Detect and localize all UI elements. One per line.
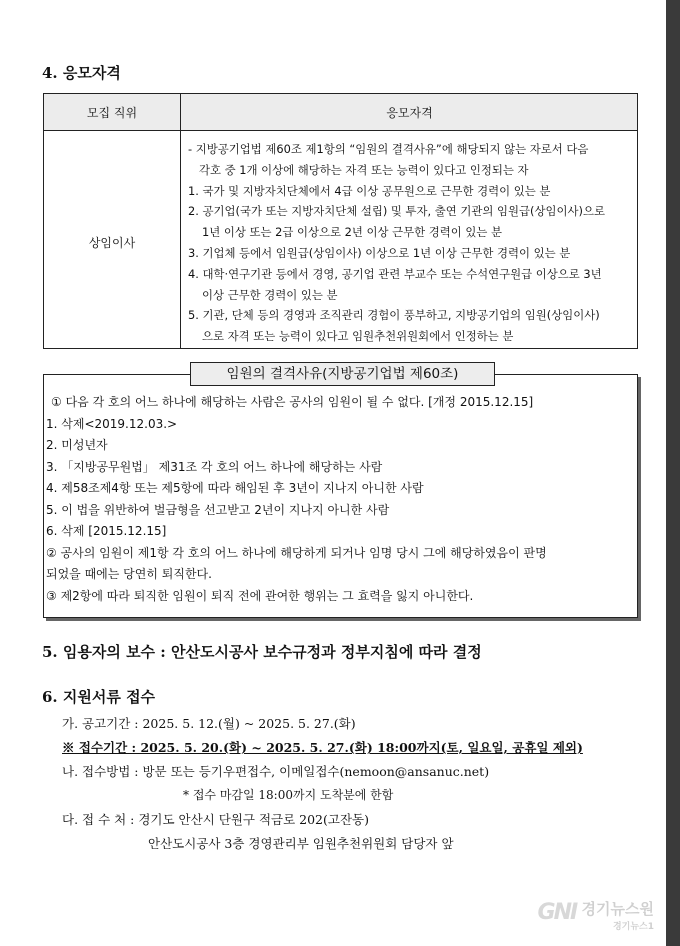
- section4-title: 4. 응모자격: [42, 64, 121, 82]
- notice-period: 가. 공고기간 : 2025. 5. 12.(월) ~ 2025. 5. 27.(화): [62, 716, 356, 731]
- header-qualification: 응모자격: [386, 106, 433, 120]
- disqualification-line: 2. 미성년자: [46, 438, 108, 452]
- qualification-line: - 지방공기업법 제60조 제1항의 “임원의 결격사유”에 해당되지 않는 자로서 다음: [188, 142, 589, 156]
- viewer-frame-edge: [666, 0, 680, 946]
- qualification-line: 1. 국가 및 지방자치단체에서 4급 이상 공무원으로 근무한 경력이 있는 분: [188, 183, 551, 198]
- table-column-divider: [180, 94, 181, 348]
- disqualification-line: 5. 이 법을 위반하여 벌금형을 선고받고 2년이 지나지 아니한 사람: [46, 502, 390, 517]
- disqualification-line: 4. 제58조제4항 또는 제5항에 따라 해임된 후 3년이 지나지 아니한 사람: [46, 481, 424, 495]
- section5-title: 5. 임용자의 보수 : 안산도시공사 보수규정과 정부지침에 따라 결정: [42, 643, 482, 661]
- qualification-line: 5. 기관, 단체 등의 경영과 조직관리 경험이 풍부하고, 지방공기업의 임원(상임이사): [188, 308, 600, 323]
- position-cell: 상임이사: [88, 236, 136, 250]
- qualification-line: 3. 기업체 등에서 임원급(상임이사) 이상으로 1년 이상 근무한 경력이 있는 분: [188, 245, 571, 260]
- gni-logo-mark: GNI: [537, 900, 577, 925]
- disqualification-line: 되었을 때에는 당연히 퇴직한다.: [46, 567, 212, 581]
- watermark-name: 경기뉴스원: [581, 900, 654, 918]
- qualification-table: [43, 93, 638, 349]
- qualification-line: 4. 대학·연구기관 등에서 경영, 공기업 관련 부교수 또는 수석연구원급 이상으로 3년: [188, 266, 602, 281]
- disqualification-title: 임원의 결격사유(지방공기업법 제60조): [190, 362, 495, 386]
- qualification-line: 각호 중 1개 이상에 해당하는 자격 또는 능력이 있다고 인정되는 자: [199, 162, 529, 177]
- section6-title: 6. 지원서류 접수: [42, 688, 156, 706]
- disqualification-box: [43, 374, 638, 618]
- receipt-place: 다. 접 수 처 : 경기도 안산시 단원구 적금로 202(고잔동): [62, 812, 369, 827]
- qualification-line: 으로 자격 또는 능력이 있다고 임원추천위원회에서 인정하는 분: [202, 329, 514, 344]
- disqualification-line: 3. 「지방공무원법」 제31조 각 호의 어느 하나에 해당하는 사람: [46, 459, 383, 474]
- disqualification-line: 1. 삭제<2019.12.03.>: [46, 416, 178, 431]
- receipt-method-note: * 접수 마감일 18:00까지 도착분에 한함: [183, 788, 394, 802]
- qualification-cell: [188, 139, 634, 347]
- qualification-line: 1년 이상 또는 2급 이상으로 2년 이상 근무한 경력이 있는 분: [202, 225, 503, 240]
- header-position: 모집 직위: [86, 106, 138, 120]
- qualification-line: 2. 공기업(국가 또는 지방자치단체 설립) 및 투자, 출연 기관의 임원급(상임이사)으로: [188, 204, 605, 219]
- disqualification-line: 6. 삭제 [2015.12.15]: [46, 524, 167, 538]
- disqualification-line: ② 공사의 임원이 제1항 각 호의 어느 하나에 해당하게 되거나 임명 당시 그에 해당하였음이 판명: [46, 545, 547, 560]
- disqualification-line: ① 다음 각 호의 어느 하나에 해당하는 사람은 공사의 임원이 될 수 없다. [개정 2015.12.15]: [51, 395, 534, 409]
- watermark-sub: 경기뉴스1: [612, 922, 654, 932]
- receipt-method: 나. 접수방법 : 방문 또는 등기우편접수, 이메일접수(nemoon@ansanuc.net): [62, 764, 490, 779]
- qualification-line: 이상 근무한 경력이 있는 분: [202, 287, 338, 302]
- news-watermark: [537, 898, 654, 932]
- receipt-place-detail: 안산도시공사 3층 경영관리부 임원추천위원회 담당자 앞: [148, 836, 454, 851]
- disqualification-line: ③ 제2항에 따라 퇴직한 임원이 퇴직 전에 관여한 행위는 그 효력을 잃지 아니한다.: [46, 588, 474, 603]
- receipt-period: ※ 접수기간 : 2025. 5. 20.(화) ~ 2025. 5. 27.(화) 18:00까지(토, 일요일, 공휴일 제외): [62, 740, 583, 755]
